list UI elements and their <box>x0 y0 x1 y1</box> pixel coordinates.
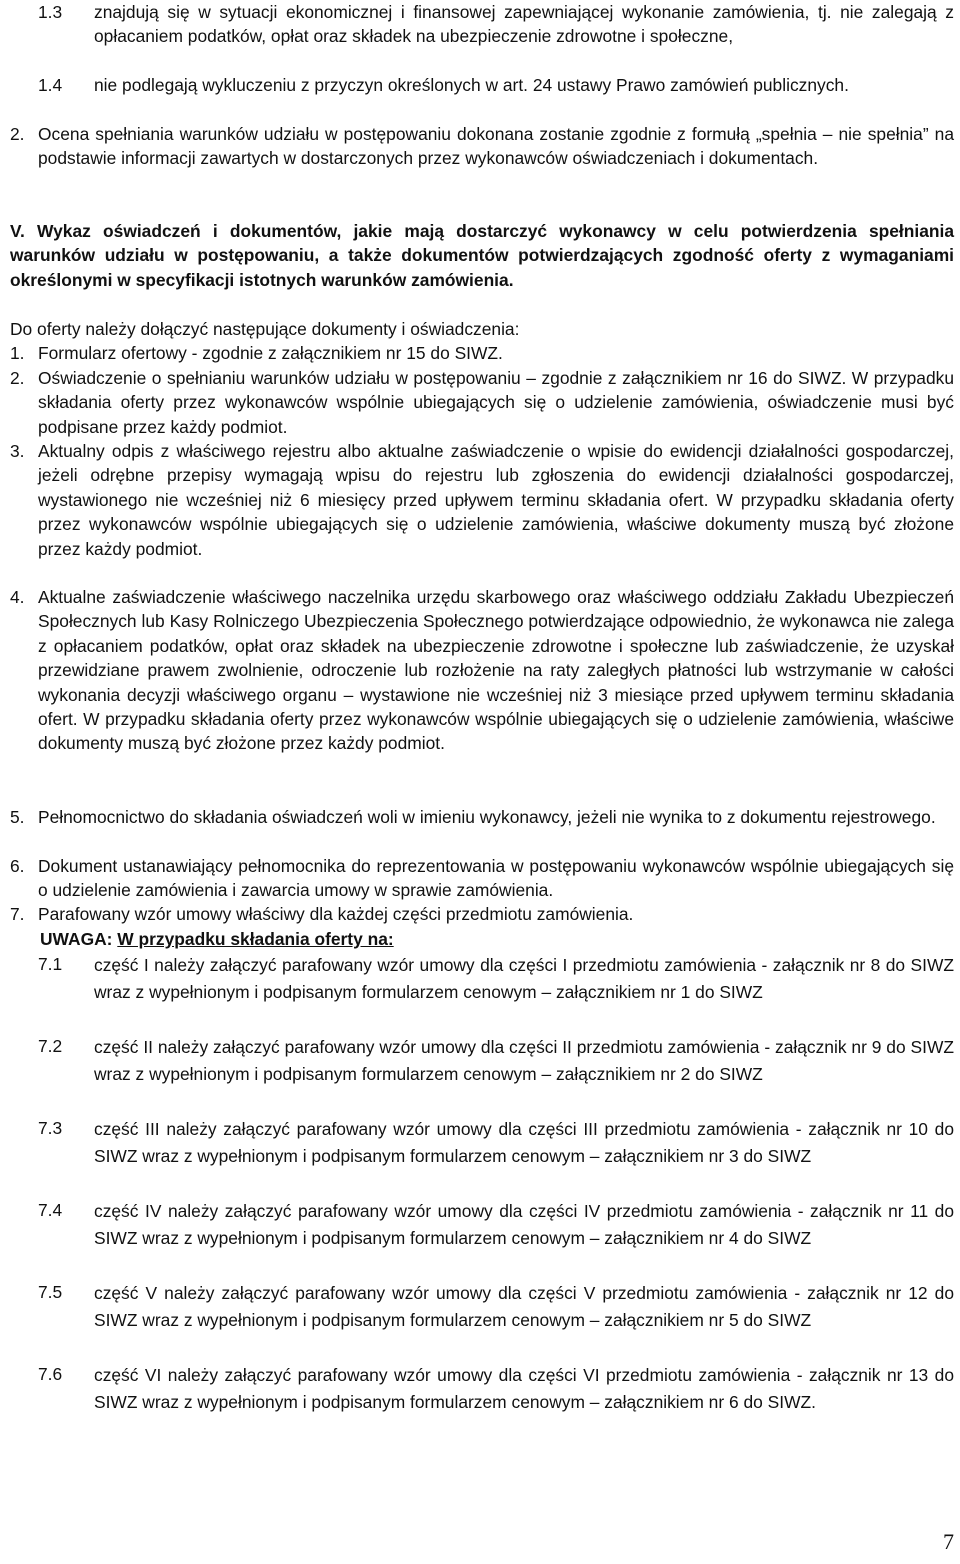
item-number: 1.3 <box>38 2 63 22</box>
part-item-number: 7.6 <box>38 1364 63 1384</box>
list-item-number: 2. <box>10 368 25 388</box>
list-item-text: Parafowany wzór umowy właściwy dla każdej części przedmiotu zamówienia. <box>38 904 634 924</box>
item-text: Ocena spełniania warunków udziału w postępowaniu dokonana zostanie zgodnie z formułą „spełnia – nie spełnia” na podstawie informacji zawartych w dostarczonych przez wykonawców oświadczeniach i dokumentach. <box>38 124 954 169</box>
uwaga-text: W przypadku składania oferty na: <box>117 929 394 949</box>
list-item-number: 6. <box>10 856 25 876</box>
list-item-text: Dokument ustanawiający pełnomocnika do reprezentowania w postępowaniu wykonawców wspólnie ubiegających się o udzielenie zamówienia i zawarcia umowy w sprawie zamówienia. <box>38 856 954 901</box>
list-item-text: Oświadczenie o spełnianiu warunków udziału w postępowaniu – zgodnie z załącznikiem nr 16 do SIWZ. W przypadku składania oferty przez wykonawców wspólnie ubiegających się o udzielenie zamówienia, oświadczenie musi być podpisane przez każdy podmiot. <box>38 368 954 437</box>
list-item-number: 7. <box>10 904 25 924</box>
list-item-text: Formularz ofertowy - zgodnie z załącznikiem nr 15 do SIWZ. <box>38 343 503 363</box>
list-item-text: Aktualny odpis z właściwego rejestru albo aktualne zaświadczenie o wpisie do ewidencji działalności gospodarczej, jeżeli odrębne przepisy wymagają wpisu do rejestru lub zgłoszenia do ewidencji działalności gospodarczej, wystawionego nie wcześniej niż 6 miesięcy przed upływem terminu składania ofert. W przypadku składania oferty przez wykonawców wspólnie ubiegających się o udzielenie zamówienia, właściwe dokumenty muszą być złożone przez każdy podmiot. <box>38 441 954 559</box>
uwaga-label: UWAGA: <box>40 929 113 949</box>
part-item-text: część III należy załączyć parafowany wzór umowy dla części III przedmiotu zamówienia - załącznik nr 10 do SIWZ wraz z wypełnionym i podpisanym formularzem cenowym – załącznikiem nr 3 do SIWZ <box>94 1119 954 1166</box>
item-text: znajdują się w sytuacji ekonomicznej i finansowej zapewniającej wykonanie zamówienia, tj. nie zalegają z opłacaniem podatków, opłat oraz składek na ubezpieczenie zdrowotne i społeczne, <box>94 2 954 47</box>
uwaga-note <box>40 927 394 951</box>
item-number: 2. <box>10 124 25 144</box>
list-item-number: 4. <box>10 587 25 607</box>
part-item-text: część V należy załączyć parafowany wzór umowy dla części V przedmiotu zamówienia - załącznik nr 12 do SIWZ wraz z wypełnionym i podpisanym formularzem cenowym – załącznikiem nr 5 do SIWZ <box>94 1283 954 1330</box>
list-item-number: 3. <box>10 441 25 461</box>
list-item-number: 5. <box>10 807 25 827</box>
list-item-text: Aktualne zaświadczenie właściwego naczelnika urzędu skarbowego oraz właściwego oddziału Zakładu Ubezpieczeń Społecznych lub Kasy Rolniczego Ubezpieczenia Społecznego potwierdzające odpowiednio, że wykonawca nie zalega z opłacaniem podatków, opłat oraz składek na ubezpieczenie zdrowotne i społeczne lub zaświadczenie, że uzyskał przewidziane prawem zwolnienie, odroczenie lub rozłożenie na raty zaległych płatności lub wstrzymanie w całości wykonania decyzji właściwego organu – wystawione nie wcześniej niż 3 miesiące przed upływem terminu składania ofert. W przypadku składania oferty przez wykonawców wspólnie ubiegających się o udzielenie zamówienia, właściwe dokumenty muszą być złożone przez każdy podmiot. <box>38 587 954 754</box>
part-item-text: część I należy załączyć parafowany wzór umowy dla części I przedmiotu zamówienia - załącznik nr 8 do SIWZ wraz z wypełnionym i podpisanym formularzem cenowym – załącznikiem nr 1 do SIWZ <box>94 955 954 1002</box>
part-item-text: część II należy załączyć parafowany wzór umowy dla części II przedmiotu zamówienia - załącznik nr 9 do SIWZ wraz z wypełnionym i podpisanym formularzem cenowym – załącznikiem nr 2 do SIWZ <box>94 1037 954 1084</box>
page-number: 7 <box>943 1529 954 1554</box>
part-item-number: 7.3 <box>38 1118 63 1138</box>
part-item-text: część VI należy załączyć parafowany wzór umowy dla części VI przedmiotu zamówienia - załącznik nr 13 do SIWZ wraz z wypełnionym i podpisanym formularzem cenowym – załącznikiem nr 6 do SIWZ. <box>94 1365 954 1412</box>
part-item-text: część IV należy załączyć parafowany wzór umowy dla części IV przedmiotu zamówienia - załącznik nr 11 do SIWZ wraz z wypełnionym i podpisanym formularzem cenowym – załącznikiem nr 4 do SIWZ <box>94 1201 954 1248</box>
list-item-text: Pełnomocnictwo do składania oświadczeń woli w imieniu wykonawcy, jeżeli nie wynika to z dokumentu rejestrowego. <box>38 807 936 827</box>
part-item-number: 7.4 <box>38 1200 63 1220</box>
part-item-number: 7.5 <box>38 1282 63 1302</box>
item-text: nie podlegają wykluczeniu z przyczyn określonych w art. 24 ustawy Prawo zamówień publicznych. <box>94 75 849 95</box>
item-number: 1.4 <box>38 75 63 95</box>
section-intro: Do oferty należy dołączyć następujące dokumenty i oświadczenia: <box>10 319 520 339</box>
section-heading: V. Wykaz oświadczeń i dokumentów, jakie mają dostarczyć wykonawcy w celu potwierdzenia spełniania warunków udziału w postępowaniu, a także dokumentów potwierdzających zgodność oferty z wymaganiami określonymi w specyfikacji istotnych warunków zamówienia. <box>10 221 954 290</box>
part-item-number: 7.1 <box>38 954 63 974</box>
list-item-number: 1. <box>10 343 25 363</box>
part-item-number: 7.2 <box>38 1036 63 1056</box>
